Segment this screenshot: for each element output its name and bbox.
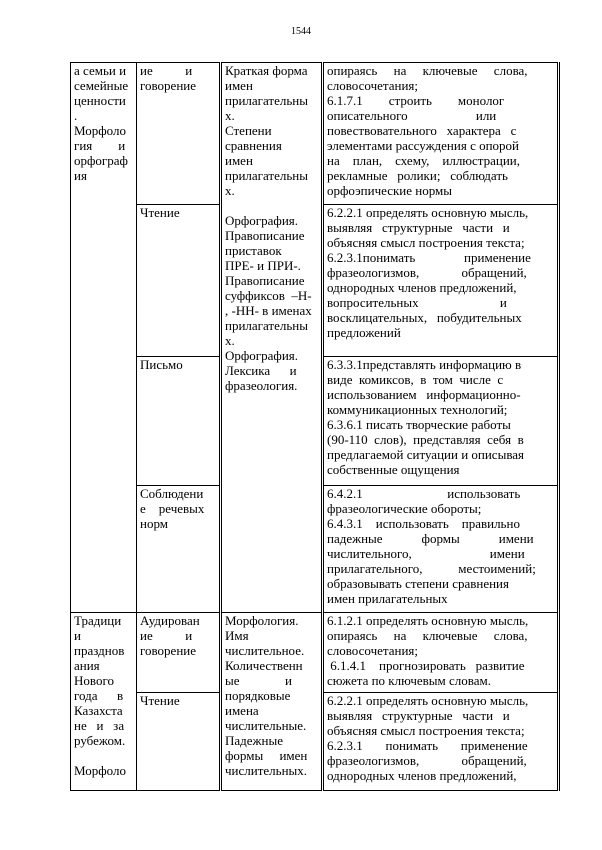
text-line: 6.2.3.1 понимать применение bbox=[327, 738, 528, 753]
text-line: не и за bbox=[74, 718, 125, 733]
text-line: рубежом. bbox=[74, 733, 126, 748]
text-line: имен прилагательных bbox=[327, 591, 448, 606]
text-line: ания bbox=[74, 658, 100, 673]
objectives-cell-listening bbox=[323, 63, 559, 205]
text-line: 6.4.3.1 использовать правильно bbox=[327, 516, 520, 531]
text-line: падежные формы имени bbox=[327, 531, 534, 546]
text-line: суффиксов –Н- bbox=[225, 288, 312, 303]
table-row bbox=[71, 613, 559, 693]
skill-cell-norms bbox=[137, 486, 221, 613]
text-line: Правописание bbox=[225, 273, 305, 288]
text-line: объясняя смысл построения текста; bbox=[327, 723, 525, 738]
text-line: 6.1.2.1 определять основную мысль, bbox=[327, 613, 529, 628]
text-line: Орфография. bbox=[225, 213, 299, 228]
topic-cell-newyear bbox=[71, 613, 137, 791]
text-line: ие и bbox=[140, 628, 193, 643]
text-line: рекламные ролики; соблюдать bbox=[327, 168, 508, 183]
text-line: а семьи и bbox=[74, 63, 127, 78]
text-line: ие и bbox=[140, 63, 193, 78]
skill-cell-reading bbox=[137, 205, 221, 357]
text-line: опираясь на ключевые слова, bbox=[327, 63, 528, 78]
text-line: ия bbox=[74, 168, 87, 183]
skill-cell-listening-2 bbox=[137, 613, 221, 693]
objectives-cell-writing bbox=[323, 357, 559, 486]
text-line: норм bbox=[140, 516, 168, 531]
text-line: ПРЕ- и ПРИ-. bbox=[225, 258, 301, 273]
text-line: (90-110 слов), представляя себя в bbox=[327, 432, 524, 447]
text-line: х. bbox=[225, 183, 235, 198]
page-number: 1544 bbox=[291, 26, 311, 37]
text-line: прилагательны bbox=[225, 318, 308, 333]
text-line: числительного, имени bbox=[327, 546, 525, 561]
text-line: и bbox=[74, 628, 81, 643]
text-line: Казахста bbox=[74, 703, 123, 718]
text-line: Соблюдени bbox=[140, 486, 204, 501]
text-line: коммуникационных технологий; bbox=[327, 402, 508, 417]
text-line: имен bbox=[225, 153, 253, 168]
objectives-cell-listening-2 bbox=[323, 613, 559, 693]
text-line: Чтение bbox=[140, 693, 180, 708]
table-row bbox=[71, 63, 559, 205]
text-line: семейные bbox=[74, 78, 129, 93]
text-line: порядковые bbox=[225, 688, 291, 703]
text-line: предложений bbox=[327, 325, 401, 340]
text-line: 6.1.7.1 строить монолог bbox=[327, 93, 505, 108]
text-line: вопросительных и bbox=[327, 295, 507, 310]
text-line: выявляя структурные части и bbox=[327, 708, 510, 723]
skill-cell-writing bbox=[137, 357, 221, 486]
text-line: числительное. bbox=[225, 643, 305, 658]
text-line: х. bbox=[225, 333, 235, 348]
text-line: орфоэпические нормы bbox=[327, 183, 452, 198]
text-line: говорение bbox=[140, 78, 197, 93]
text-line: Орфография. bbox=[225, 348, 299, 363]
text-line: собственные ощущения bbox=[327, 462, 460, 477]
text-line: Чтение bbox=[140, 205, 180, 220]
text-line: орфограф bbox=[74, 153, 128, 168]
text-line: Краткая форма bbox=[225, 63, 308, 78]
topic-cell-family bbox=[71, 63, 137, 613]
text-line: Падежные bbox=[225, 733, 283, 748]
skill-cell-reading-2 bbox=[137, 693, 221, 791]
text-line: прилагательного, местоимений; bbox=[327, 561, 536, 576]
text-line: празднов bbox=[74, 643, 125, 658]
text-line: 6.2.3.1понимать применение bbox=[327, 250, 531, 265]
text-line: фразеологизмов, обращений, bbox=[327, 265, 527, 280]
text-line: на план, схему, иллюстрации, bbox=[327, 153, 521, 168]
text-line: х. bbox=[225, 108, 235, 123]
text-line: однородных членов предложений, bbox=[327, 280, 517, 295]
text-line: выявляя структурные части и bbox=[327, 220, 510, 235]
text-line: Аудирован bbox=[140, 613, 200, 628]
text-line: прилагательны bbox=[225, 168, 308, 183]
text-line: Количественн bbox=[225, 658, 303, 673]
text-line: словосочетания; bbox=[327, 643, 418, 658]
text-line bbox=[74, 748, 133, 763]
objectives-cell-reading bbox=[323, 205, 559, 357]
text-line: приставок bbox=[225, 243, 282, 258]
text-line: виде комиксов, в том числе с bbox=[327, 372, 504, 387]
skill-cell-listening bbox=[137, 63, 221, 205]
text-line: сюжета по ключевым словам. bbox=[327, 673, 491, 688]
text-line: фразеологизмов, обращений, bbox=[327, 753, 527, 768]
text-line: Имя bbox=[225, 628, 249, 643]
text-line: е речевых bbox=[140, 501, 205, 516]
text-line: 6.3.6.1 писать творческие работы bbox=[327, 417, 511, 432]
text-line: , -НН- в именах bbox=[225, 303, 312, 318]
text-line: образовывать степени сравнения bbox=[327, 576, 509, 591]
text-line: восклицательных, побудительных bbox=[327, 310, 522, 325]
text-line: однородных членов предложений, bbox=[327, 768, 517, 783]
text-line: элементами рассуждения с опорой bbox=[327, 138, 520, 153]
text-line: Письмо bbox=[140, 357, 183, 372]
text-line: Традици bbox=[74, 613, 122, 628]
text-line: Лексика и bbox=[225, 363, 297, 378]
text-line: имена bbox=[225, 703, 259, 718]
text-line: использованием информационно- bbox=[327, 387, 521, 402]
text-line: ые и bbox=[225, 673, 292, 688]
text-line: опираясь на ключевые слова, bbox=[327, 628, 528, 643]
text-line: ценности bbox=[74, 93, 126, 108]
grammar-cell-numerals bbox=[221, 613, 323, 791]
text-line: . bbox=[74, 108, 78, 123]
text-line: года в bbox=[74, 688, 124, 703]
text-line: 6.2.2.1 определять основную мысль, bbox=[327, 205, 529, 220]
text-line: предлагаемой ситуации и описывая bbox=[327, 447, 525, 462]
objectives-cell-reading-2 bbox=[323, 693, 559, 791]
text-line: говорение bbox=[140, 643, 197, 658]
text-line: Морфоло bbox=[74, 763, 126, 778]
text-line: числительных. bbox=[225, 763, 308, 778]
text-line: имен bbox=[225, 78, 253, 93]
text-line: формы имен bbox=[225, 748, 308, 763]
text-line: словосочетания; bbox=[327, 78, 418, 93]
text-line: 6.4.2.1 использовать bbox=[327, 486, 521, 501]
text-line: 6.1.4.1 прогнозировать развитие bbox=[327, 658, 525, 673]
text-line: Морфоло bbox=[74, 123, 126, 138]
text-line: 6.3.3.1представлять информацию в bbox=[327, 357, 522, 372]
text-line: Морфология. bbox=[225, 613, 299, 628]
text-line: сравнения bbox=[225, 138, 282, 153]
text-line bbox=[225, 198, 318, 213]
text-line: Правописание bbox=[225, 228, 305, 243]
grammar-cell-adjectives bbox=[221, 63, 323, 613]
text-line: повествовательного характера с bbox=[327, 123, 517, 138]
objectives-cell-norms bbox=[323, 486, 559, 613]
text-line: числительные. bbox=[225, 718, 307, 733]
text-line: фразеологические обороты; bbox=[327, 501, 482, 516]
text-line: Степени bbox=[225, 123, 272, 138]
text-line: фразеология. bbox=[225, 378, 298, 393]
text-line: прилагательны bbox=[225, 93, 308, 108]
text-line: объясняя смысл построения текста; bbox=[327, 235, 525, 250]
text-line: описательного или bbox=[327, 108, 497, 123]
curriculum-table bbox=[70, 62, 560, 791]
text-line: Нового bbox=[74, 673, 114, 688]
text-line: 6.2.2.1 определять основную мысль, bbox=[327, 693, 529, 708]
text-line: гия и bbox=[74, 138, 126, 153]
